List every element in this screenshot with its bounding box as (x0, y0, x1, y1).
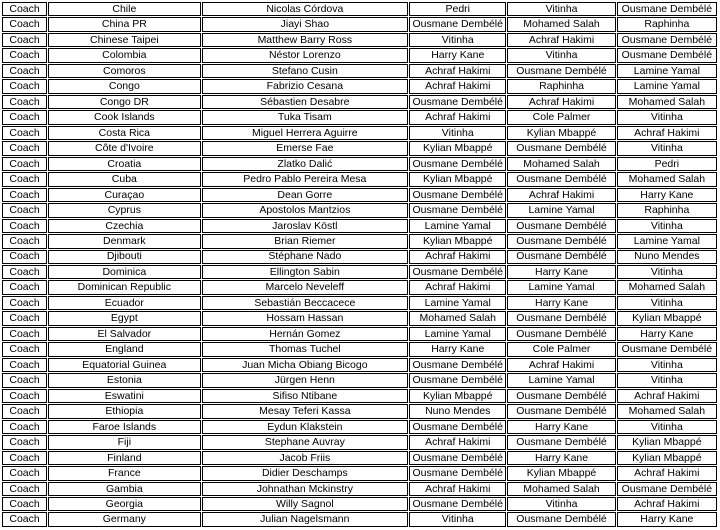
cell-vote-3: Lamine Yamal (617, 64, 717, 78)
table-row (2, 389, 717, 403)
cell-country: England (48, 342, 200, 356)
cell-country: Djibouti (48, 250, 200, 264)
table-row (2, 512, 717, 527)
cell-vote-1: Harry Kane (409, 48, 506, 62)
cell-vote-2: Ousmane Dembélé (507, 327, 615, 341)
cell-vote-2: Mohamed Salah (507, 157, 615, 171)
cell-vote-1: Vitinha (409, 33, 506, 47)
cell-vote-1: Vitinha (409, 512, 506, 527)
cell-vote-3: Vitinha (617, 141, 717, 155)
cell-country: Congo DR (48, 95, 200, 109)
cell-vote-3: Lamine Yamal (617, 234, 717, 248)
cell-country: Fiji (48, 435, 200, 449)
cell-coach-name: Jürgen Henn (202, 373, 409, 387)
cell-country: Georgia (48, 497, 200, 511)
cell-vote-1: Achraf Hakimi (409, 280, 506, 294)
cell-vote-2: Harry Kane (507, 420, 615, 434)
cell-role: Coach (2, 17, 47, 31)
table-row (2, 435, 717, 449)
cell-vote-1: Harry Kane (409, 342, 506, 356)
cell-coach-name: Mesay Teferi Kassa (202, 404, 409, 418)
cell-role: Coach (2, 466, 47, 480)
cell-coach-name: Willy Sagnol (202, 497, 409, 511)
cell-vote-1: Ousmane Dembélé (409, 95, 506, 109)
cell-role: Coach (2, 327, 47, 341)
cell-vote-3: Ousmane Dembélé (617, 48, 717, 62)
cell-coach-name: Julian Nagelsmann (202, 512, 409, 527)
cell-vote-2: Harry Kane (507, 451, 615, 465)
cell-role: Coach (2, 296, 47, 310)
cell-vote-2: Raphinha (507, 79, 615, 93)
cell-vote-2: Achraf Hakimi (507, 95, 615, 109)
cell-vote-2: Mohamed Salah (507, 17, 615, 31)
cell-vote-2: Lamine Yamal (507, 203, 615, 217)
cell-country: Denmark (48, 234, 200, 248)
cell-role: Coach (2, 203, 47, 217)
cell-coach-name: Brian Riemer (202, 234, 409, 248)
cell-vote-3: Kylian Mbappé (617, 311, 717, 325)
cell-vote-2: Mohamed Salah (507, 482, 615, 496)
cell-vote-2: Ousmane Dembélé (507, 311, 615, 325)
votes-table-container (1, 1, 719, 529)
table-row (2, 280, 717, 294)
cell-vote-3: Ousmane Dembélé (617, 2, 717, 16)
cell-vote-2: Lamine Yamal (507, 373, 615, 387)
table-row (2, 342, 717, 356)
cell-vote-1: Kylian Mbappé (409, 234, 506, 248)
table-row (2, 265, 717, 279)
cell-vote-2: Achraf Hakimi (507, 188, 615, 202)
cell-vote-3: Kylian Mbappé (617, 435, 717, 449)
cell-role: Coach (2, 280, 47, 294)
votes-table-body (2, 2, 717, 527)
cell-vote-3: Achraf Hakimi (617, 466, 717, 480)
cell-vote-2: Kylian Mbappé (507, 466, 615, 480)
cell-country: Eswatini (48, 389, 200, 403)
cell-vote-2: Cole Palmer (507, 342, 615, 356)
cell-role: Coach (2, 358, 47, 372)
cell-vote-2: Harry Kane (507, 265, 615, 279)
cell-vote-1: Lamine Yamal (409, 327, 506, 341)
table-row (2, 17, 717, 31)
cell-role: Coach (2, 404, 47, 418)
cell-vote-3: Vitinha (617, 420, 717, 434)
table-row (2, 250, 717, 264)
cell-role: Coach (2, 48, 47, 62)
cell-role: Coach (2, 234, 47, 248)
cell-vote-3: Vitinha (617, 296, 717, 310)
cell-vote-2: Ousmane Dembélé (507, 435, 615, 449)
cell-vote-2: Cole Palmer (507, 110, 615, 124)
cell-role: Coach (2, 126, 47, 140)
cell-role: Coach (2, 141, 47, 155)
cell-country: Equatorial Guinea (48, 358, 200, 372)
cell-country: Cuba (48, 172, 200, 186)
cell-country: Cook Islands (48, 110, 200, 124)
cell-country: Ecuador (48, 296, 200, 310)
cell-vote-3: Harry Kane (617, 327, 717, 341)
cell-coach-name: Emerse Fae (202, 141, 409, 155)
cell-vote-1: Ousmane Dembélé (409, 203, 506, 217)
cell-vote-3: Raphinha (617, 17, 717, 31)
cell-vote-1: Kylian Mbappé (409, 172, 506, 186)
table-row (2, 296, 717, 310)
cell-coach-name: Sifiso Ntibane (202, 389, 409, 403)
cell-coach-name: Jacob Friis (202, 451, 409, 465)
cell-vote-1: Lamine Yamal (409, 296, 506, 310)
cell-coach-name: Hossam Hassan (202, 311, 409, 325)
cell-coach-name: Didier Deschamps (202, 466, 409, 480)
cell-country: Chile (48, 2, 200, 16)
cell-coach-name: Néstor Lorenzo (202, 48, 409, 62)
cell-vote-3: Mohamed Salah (617, 280, 717, 294)
cell-vote-3: Ousmane Dembélé (617, 342, 717, 356)
cell-coach-name: Tuka Tisam (202, 110, 409, 124)
cell-role: Coach (2, 157, 47, 171)
cell-coach-name: Stéphane Nado (202, 250, 409, 264)
cell-vote-2: Ousmane Dembélé (507, 250, 615, 264)
cell-vote-3: Mohamed Salah (617, 95, 717, 109)
table-row (2, 404, 717, 418)
cell-vote-1: Ousmane Dembélé (409, 188, 506, 202)
cell-vote-1: Ousmane Dembélé (409, 17, 506, 31)
cell-vote-1: Ousmane Dembélé (409, 157, 506, 171)
cell-country: Estonia (48, 373, 200, 387)
cell-vote-1: Kylian Mbappé (409, 141, 506, 155)
cell-coach-name: Hernán Gomez (202, 327, 409, 341)
cell-vote-1: Mohamed Salah (409, 311, 506, 325)
table-row (2, 373, 717, 387)
cell-coach-name: Ellington Sabin (202, 265, 409, 279)
cell-role: Coach (2, 497, 47, 511)
cell-vote-3: Nuno Mendes (617, 250, 717, 264)
cell-coach-name: Stefano Cusin (202, 64, 409, 78)
cell-role: Coach (2, 435, 47, 449)
cell-role: Coach (2, 172, 47, 186)
table-row (2, 188, 717, 202)
cell-vote-3: Vitinha (617, 358, 717, 372)
cell-coach-name: Marcelo Neveleff (202, 280, 409, 294)
cell-vote-3: Raphinha (617, 203, 717, 217)
cell-role: Coach (2, 482, 47, 496)
cell-vote-3: Kylian Mbappé (617, 451, 717, 465)
cell-coach-name: Miguel Herrera Aguirre (202, 126, 409, 140)
cell-vote-2: Achraf Hakimi (507, 358, 615, 372)
cell-vote-2: Ousmane Dembélé (507, 141, 615, 155)
table-row (2, 482, 717, 496)
cell-role: Coach (2, 311, 47, 325)
cell-country: Cyprus (48, 203, 200, 217)
cell-vote-3: Harry Kane (617, 188, 717, 202)
cell-vote-1: Pedri (409, 2, 506, 16)
cell-vote-3: Vitinha (617, 110, 717, 124)
cell-coach-name: Johnathan Mckinstry (202, 482, 409, 496)
cell-vote-1: Kylian Mbappé (409, 389, 506, 403)
cell-vote-3: Achraf Hakimi (617, 497, 717, 511)
cell-vote-2: Ousmane Dembélé (507, 64, 615, 78)
cell-role: Coach (2, 95, 47, 109)
table-row (2, 311, 717, 325)
cell-vote-2: Ousmane Dembélé (507, 234, 615, 248)
cell-vote-3: Mohamed Salah (617, 404, 717, 418)
cell-country: Colombia (48, 48, 200, 62)
cell-country: Côte d'Ivoire (48, 141, 200, 155)
table-row (2, 95, 717, 109)
table-row (2, 219, 717, 233)
cell-coach-name: Pedro Pablo Pereira Mesa (202, 172, 409, 186)
table-row (2, 420, 717, 434)
cell-vote-1: Ousmane Dembélé (409, 265, 506, 279)
cell-vote-1: Vitinha (409, 126, 506, 140)
cell-coach-name: Sebastián Beccacece (202, 296, 409, 310)
cell-vote-1: Ousmane Dembélé (409, 466, 506, 480)
cell-vote-2: Lamine Yamal (507, 280, 615, 294)
cell-coach-name: Apostolos Mantzios (202, 203, 409, 217)
cell-country: Dominica (48, 265, 200, 279)
cell-vote-1: Ousmane Dembélé (409, 420, 506, 434)
cell-vote-1: Achraf Hakimi (409, 64, 506, 78)
table-row (2, 48, 717, 62)
cell-coach-name: Thomas Tuchel (202, 342, 409, 356)
cell-country: Congo (48, 79, 200, 93)
table-row (2, 203, 717, 217)
cell-vote-2: Ousmane Dembélé (507, 389, 615, 403)
cell-coach-name: Fabrizio Cesana (202, 79, 409, 93)
table-row (2, 79, 717, 93)
cell-role: Coach (2, 110, 47, 124)
cell-country: Croatia (48, 157, 200, 171)
table-row (2, 234, 717, 248)
table-row (2, 358, 717, 372)
cell-country: Costa Rica (48, 126, 200, 140)
votes-table (1, 1, 718, 528)
cell-vote-1: Ousmane Dembélé (409, 451, 506, 465)
cell-vote-1: Ousmane Dembélé (409, 373, 506, 387)
table-row (2, 327, 717, 341)
table-row (2, 126, 717, 140)
cell-country: Egypt (48, 311, 200, 325)
cell-country: Czechia (48, 219, 200, 233)
cell-coach-name: Jiayi Shao (202, 17, 409, 31)
cell-vote-3: Ousmane Dembélé (617, 33, 717, 47)
cell-country: Comoros (48, 64, 200, 78)
table-row (2, 64, 717, 78)
cell-vote-3: Mohamed Salah (617, 172, 717, 186)
cell-vote-1: Achraf Hakimi (409, 435, 506, 449)
cell-vote-2: Achraf Hakimi (507, 33, 615, 47)
cell-vote-3: Vitinha (617, 373, 717, 387)
cell-role: Coach (2, 451, 47, 465)
cell-role: Coach (2, 342, 47, 356)
table-row (2, 451, 717, 465)
cell-vote-1: Achraf Hakimi (409, 250, 506, 264)
cell-country: El Salvador (48, 327, 200, 341)
cell-vote-2: Ousmane Dembélé (507, 172, 615, 186)
cell-coach-name: Stephane Auvray (202, 435, 409, 449)
cell-country: Chinese Taipei (48, 33, 200, 47)
cell-coach-name: Nicolas Córdova (202, 2, 409, 16)
cell-coach-name: Jaroslav Köstl (202, 219, 409, 233)
cell-vote-2: Kylian Mbappé (507, 126, 615, 140)
table-row (2, 157, 717, 171)
cell-vote-2: Vitinha (507, 497, 615, 511)
cell-vote-3: Pedri (617, 157, 717, 171)
cell-coach-name: Zlatko Dalić (202, 157, 409, 171)
table-row (2, 141, 717, 155)
table-row (2, 2, 717, 16)
cell-vote-1: Ousmane Dembélé (409, 497, 506, 511)
cell-vote-3: Harry Kane (617, 512, 717, 527)
cell-role: Coach (2, 33, 47, 47)
cell-country: Curaçao (48, 188, 200, 202)
cell-vote-2: Vitinha (507, 2, 615, 16)
cell-role: Coach (2, 64, 47, 78)
cell-role: Coach (2, 389, 47, 403)
cell-vote-1: Achraf Hakimi (409, 110, 506, 124)
cell-country: Germany (48, 512, 200, 527)
cell-vote-3: Achraf Hakimi (617, 126, 717, 140)
cell-vote-1: Nuno Mendes (409, 404, 506, 418)
cell-role: Coach (2, 219, 47, 233)
cell-vote-2: Vitinha (507, 48, 615, 62)
cell-country: Finland (48, 451, 200, 465)
cell-vote-2: Ousmane Dembélé (507, 404, 615, 418)
table-row (2, 172, 717, 186)
cell-role: Coach (2, 420, 47, 434)
table-row (2, 466, 717, 480)
cell-coach-name: Dean Gorre (202, 188, 409, 202)
cell-vote-1: Ousmane Dembélé (409, 358, 506, 372)
cell-vote-2: Ousmane Dembélé (507, 512, 615, 527)
cell-vote-3: Ousmane Dembélé (617, 482, 717, 496)
cell-country: Dominican Republic (48, 280, 200, 294)
cell-vote-3: Vitinha (617, 219, 717, 233)
cell-coach-name: Matthew Barry Ross (202, 33, 409, 47)
cell-country: Faroe Islands (48, 420, 200, 434)
cell-role: Coach (2, 250, 47, 264)
cell-vote-1: Achraf Hakimi (409, 482, 506, 496)
cell-country: France (48, 466, 200, 480)
cell-vote-2: Ousmane Dembélé (507, 219, 615, 233)
cell-country: China PR (48, 17, 200, 31)
cell-vote-3: Achraf Hakimi (617, 389, 717, 403)
table-row (2, 497, 717, 511)
cell-vote-2: Harry Kane (507, 296, 615, 310)
cell-role: Coach (2, 2, 47, 16)
cell-role: Coach (2, 188, 47, 202)
cell-role: Coach (2, 512, 47, 527)
cell-role: Coach (2, 265, 47, 279)
table-row (2, 110, 717, 124)
cell-coach-name: Eydun Klakstein (202, 420, 409, 434)
cell-vote-3: Lamine Yamal (617, 79, 717, 93)
cell-country: Ethiopia (48, 404, 200, 418)
table-row (2, 33, 717, 47)
cell-vote-3: Vitinha (617, 265, 717, 279)
cell-country: Gambia (48, 482, 200, 496)
cell-coach-name: Sébastien Desabre (202, 95, 409, 109)
cell-coach-name: Juan Micha Obiang Bicogo (202, 358, 409, 372)
cell-role: Coach (2, 79, 47, 93)
cell-vote-1: Achraf Hakimi (409, 79, 506, 93)
cell-vote-1: Lamine Yamal (409, 219, 506, 233)
cell-role: Coach (2, 373, 47, 387)
